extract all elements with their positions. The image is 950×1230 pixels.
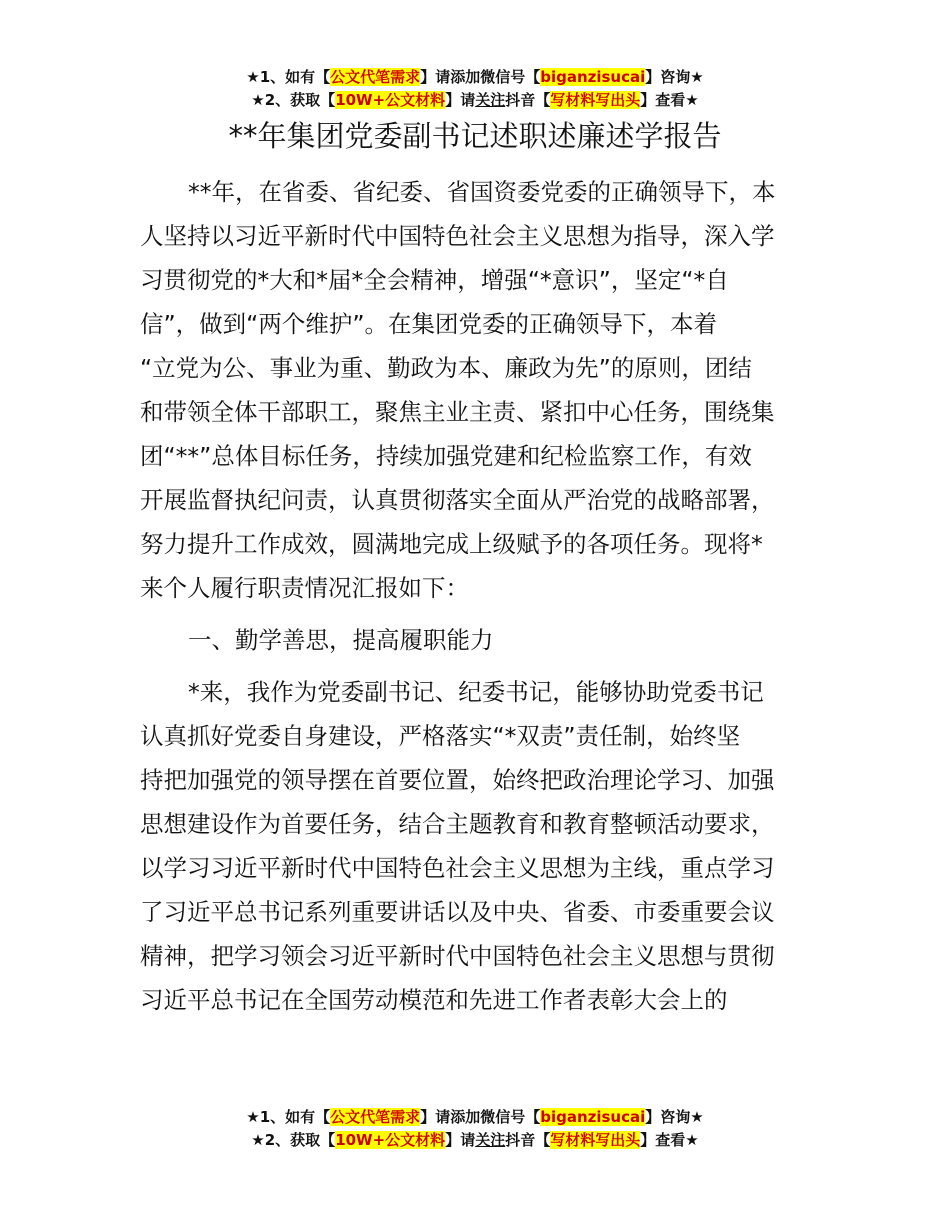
banner-highlight: 公文代笔需求 [330,1108,421,1126]
banner-highlight: 10W+公文材料 [335,91,446,109]
banner-text: 抖音【 [505,1131,551,1149]
section-paragraph [140,670,812,1022]
paragraph-line: 和带领全体干部职工，聚焦主业主责、紧扣中心任务，围绕集 [140,398,775,426]
banner-underlined-text: 关注 [475,91,506,109]
section-heading-text: 一、勤学善思，提高履职能力 [188,626,494,654]
intro-paragraph [140,170,812,610]
paragraph-line: 团“**”总体目标任务，持续加强党建和纪检监察工作，有效 [140,442,752,470]
banner-line-1 [0,66,950,89]
banner-highlight: 写材料写出头 [550,91,641,109]
banner-text: 】请添加微信号【 [420,1108,541,1126]
banner-underlined-text: 关注 [475,1131,506,1149]
banner-highlight: biganzisucai [540,1108,646,1126]
paragraph-line: 精神，把学习领会习近平新时代中国特色社会主义思想与贯彻 [140,942,775,970]
paragraph-line: 开展监督执纪问责，认真贯彻落实全面从严治党的战略部署， [140,486,775,514]
banner-text: 】咨询★ [645,68,704,86]
banner-line-2 [0,89,950,112]
paragraph-line: “立党为公、事业为重、勤政为本、廉政为先”的原则，团结 [140,354,752,382]
document-body [140,170,812,1022]
header-banner [0,66,950,112]
banner-text: 】请 [445,91,476,109]
banner-text: 】查看★ [640,91,699,109]
document-title: **年集团党委副书记述职述廉述学报告 [228,119,722,153]
section-heading [140,618,812,662]
paragraph-line: 以学习习近平新时代中国特色社会主义思想为主线，重点学习 [140,854,775,882]
banner-highlight: 公文代笔需求 [330,68,421,86]
banner-text: ★2、获取【 [251,1131,336,1149]
paragraph-spacer [140,610,812,618]
banner-text: 】查看★ [640,1131,699,1149]
banner-line-2 [0,1129,950,1152]
banner-line-1 [0,1106,950,1129]
paragraph-line: 信”，做到“两个维护”。在集团党委的正确领导下，本着 [140,310,718,338]
paragraph-line: 人坚持以习近平新时代中国特色社会主义思想为指导，深入学 [140,222,775,250]
banner-text: 抖音【 [505,91,551,109]
banner-text: 】请 [445,1131,476,1149]
paragraph-line: 来个人履行职责情况汇报如下： [140,574,469,602]
banner-text: ★2、获取【 [251,91,336,109]
banner-text: 】请添加微信号【 [420,68,541,86]
paragraph-line: 持把加强党的领导摆在首要位置，始终把政治理论学习、加强 [140,766,775,794]
banner-text: 】咨询★ [645,1108,704,1126]
paragraph-line: 习贯彻党的*大和*届*全会精神，增强“*意识”，坚定“*自 [140,266,729,294]
paragraph-line: 认真抓好党委自身建设，严格落实“*双责”责任制，始终坚 [140,722,741,750]
banner-highlight: 10W+公文材料 [335,1131,446,1149]
banner-highlight: biganzisucai [540,68,646,86]
banner-text: ★1、如有【 [246,68,331,86]
banner-highlight: 写材料写出头 [550,1131,641,1149]
paragraph-line: *来，我作为党委副书记、纪委书记，能够协助党委书记 [188,678,764,706]
footer-banner [0,1106,950,1152]
paragraph-line: 习近平总书记在全国劳动模范和先进工作者表彰大会上的 [140,986,728,1014]
paragraph-line: 了习近平总书记系列重要讲话以及中央、省委、市委重要会议 [140,898,775,926]
paragraph-spacer [140,662,812,670]
paragraph-line: 思想建设作为首要任务，结合主题教育和教育整顿活动要求， [140,810,775,838]
paragraph-line: **年，在省委、省纪委、省国资委党委的正确领导下，本 [188,178,776,206]
paragraph-line: 努力提升工作成效，圆满地完成上级赋予的各项任务。现将* [140,530,763,558]
banner-text: ★1、如有【 [246,1108,331,1126]
